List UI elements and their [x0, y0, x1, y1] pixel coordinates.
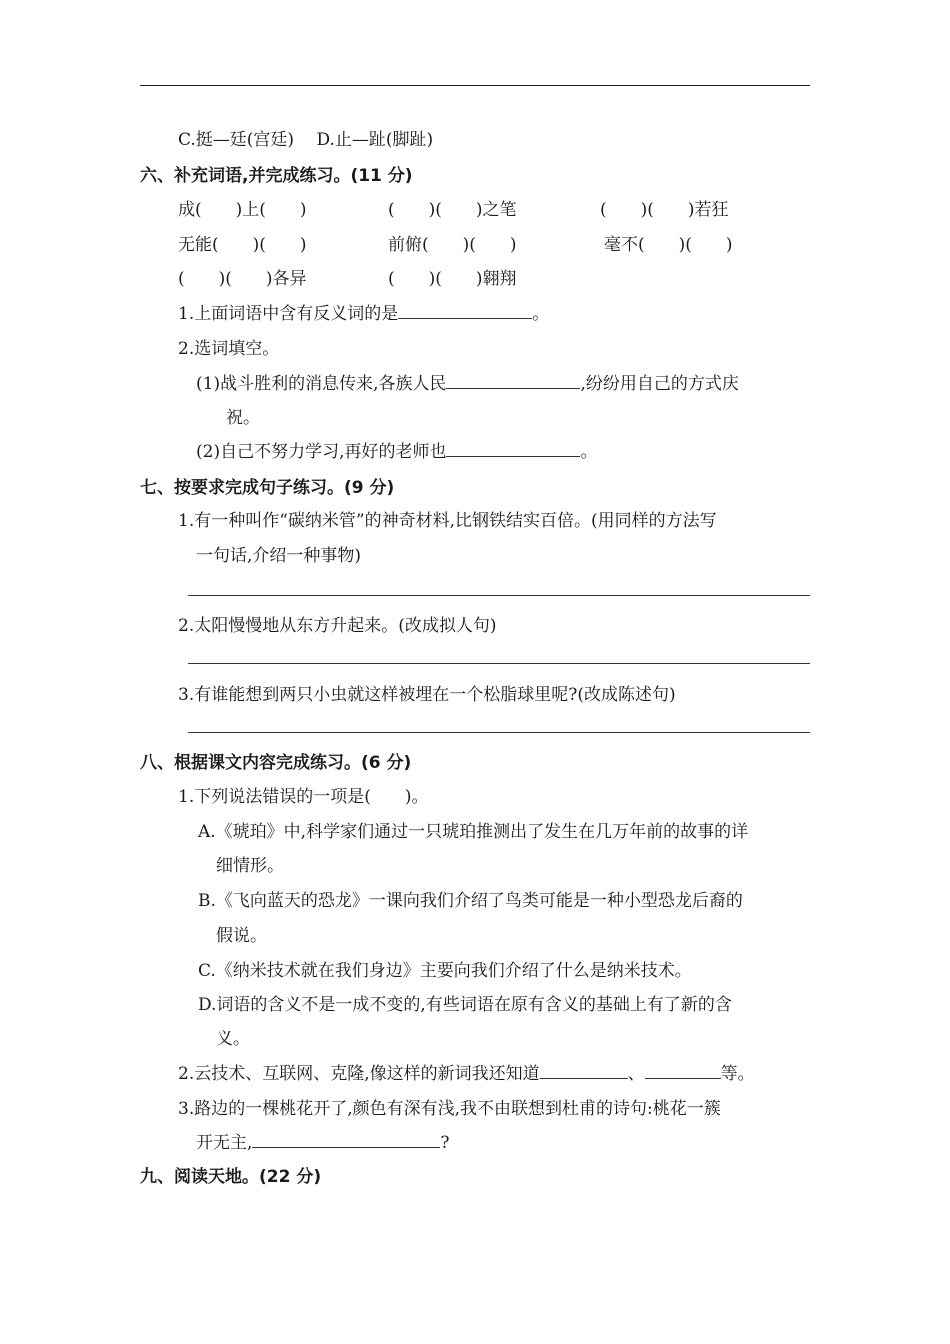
sec8-q3-blank[interactable]	[252, 1146, 440, 1148]
sec8-q3-line1: 3.路边的一棵桃花开了,颜色有深有浅,我不由联想到杜甫的诗句:桃花一簇	[178, 1099, 721, 1119]
sec7-q2-answer-line[interactable]	[188, 663, 810, 664]
sec8-q3-post: ?	[440, 1133, 450, 1153]
sec6-q2a-pre: (1)战斗胜利的消息传来,各族人民	[196, 374, 447, 394]
sec8-q1: 1.下列说法错误的一项是( )。	[178, 787, 429, 807]
sec8-q3-pre: 开无主,	[196, 1133, 253, 1153]
option-d-line2: 义。	[216, 1029, 250, 1049]
sec8-q2	[178, 1059, 755, 1084]
option-d-line1: D.词语的含义不是一成不变的,有些词语在原有含义的基础上有了新的含	[198, 995, 732, 1015]
option-b-line2: 假说。	[216, 926, 267, 946]
option-a-line1: A.《琥珀》中,科学家们通过一只琥珀推测出了发生在几万年前的故事的详	[198, 822, 749, 842]
sec6-q2b-post: 。	[580, 442, 598, 462]
sec7-q3-answer-line[interactable]	[188, 732, 810, 733]
sec8-q2-pre: 2.云技术、互联网、克隆,像这样的新词我还知道	[178, 1064, 540, 1084]
sec6-q1-blank[interactable]	[398, 317, 532, 319]
sec6-q2a-cont: 祝。	[226, 408, 260, 428]
sec8-q3-line2	[196, 1128, 450, 1153]
options-c-d: C.挺—廷(宫廷) D.止—趾(脚趾)	[178, 130, 434, 150]
sec7-q2: 2.太阳慢慢地从东方升起来。(改成拟人句)	[178, 616, 497, 636]
idiom-7: ( )( )各异	[178, 269, 307, 289]
idiom-2: ( )( )之笔	[388, 200, 517, 220]
idiom-1: 成( )上( )	[178, 200, 307, 220]
idiom-5: 前俯( )( )	[388, 235, 517, 255]
sec7-q1-line2: 一句话,介绍一种事物)	[196, 546, 362, 566]
idiom-8: ( )( )翱翔	[388, 269, 517, 289]
section-6-title: 六、补充词语,并完成练习。(11 分)	[140, 166, 413, 186]
section-7-title: 七、按要求完成句子练习。(9 分)	[140, 478, 395, 498]
option-a-line2: 细情形。	[216, 856, 284, 876]
sec6-q2a-blank[interactable]	[446, 387, 580, 389]
header-rule	[140, 85, 810, 86]
sec6-q2b-pre: (2)自己不努力学习,再好的老师也	[196, 442, 447, 462]
sec8-q2-blank-1[interactable]	[540, 1077, 628, 1079]
sec6-q2a	[196, 369, 739, 394]
section-9-title: 九、阅读天地。(22 分)	[140, 1167, 322, 1187]
sec7-q3: 3.有谁能想到两只小虫就这样被埋在一个松脂球里呢?(改成陈述句)	[178, 685, 676, 705]
idiom-4: 无能( )( )	[178, 235, 307, 255]
option-c: C.《纳米技术就在我们身边》主要向我们介绍了什么是纳米技术。	[198, 961, 692, 981]
sec8-q2-post: 等。	[720, 1064, 755, 1084]
sec6-q2: 2.选词填空。	[178, 339, 280, 359]
idiom-3: ( )( )若狂	[600, 200, 729, 220]
idiom-6: 毫不( )( )	[604, 235, 733, 255]
sec8-q2-mid: 、	[627, 1064, 645, 1084]
sec6-q2a-post: ,纷纷用自己的方式庆	[580, 374, 739, 394]
sec7-q1-answer-line[interactable]	[188, 595, 810, 596]
sec7-q1-line1: 1.有一种叫作“碳纳米管”的神奇材料,比钢铁结实百倍。(用同样的方法写	[178, 511, 717, 531]
sec6-q2b	[196, 437, 597, 462]
option-b-line1: B.《飞向蓝天的恐龙》一课向我们介绍了鸟类可能是一种小型恐龙后裔的	[198, 891, 743, 911]
sec8-q2-blank-2[interactable]	[645, 1077, 721, 1079]
sec6-q2b-blank[interactable]	[446, 455, 580, 457]
sec6-q1	[178, 299, 549, 324]
section-8-title: 八、根据课文内容完成练习。(6 分)	[140, 753, 412, 773]
sec6-q1-end: 。	[532, 304, 550, 324]
sec6-q1-text: 1.上面词语中含有反义词的是	[178, 304, 399, 324]
